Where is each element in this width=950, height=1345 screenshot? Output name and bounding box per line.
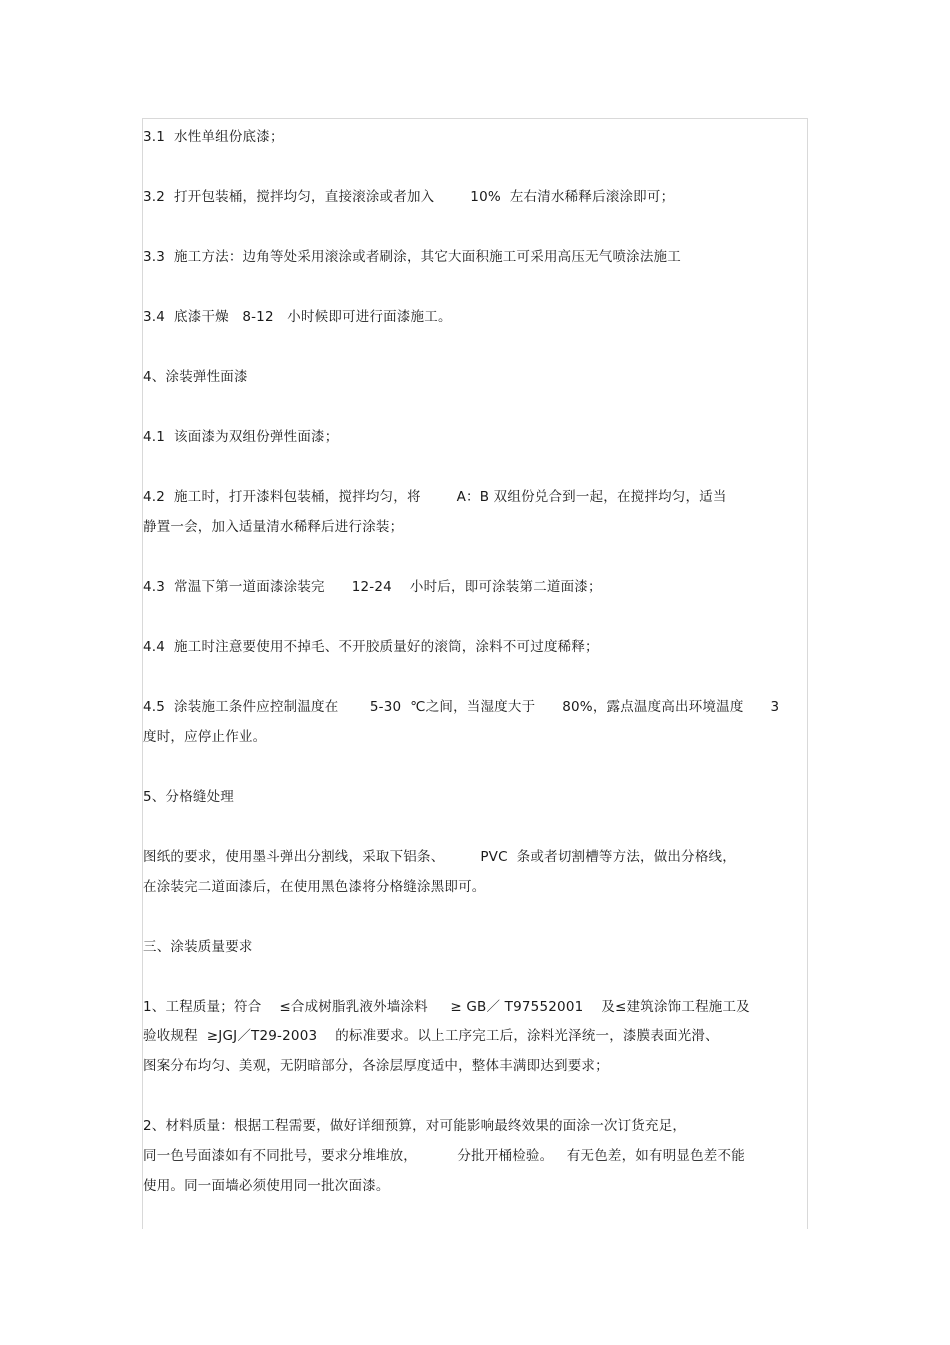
text-line-4-4: 4.4 施工时注意要使用不掉毛、不开胶质量好的滚筒，涂料不可过度稀释；	[143, 639, 599, 655]
text-line-4-3: 4.3 常温下第一道面漆涂装完 12-24 小时后，即可涂装第二道面漆；	[143, 579, 602, 595]
text-line-3-4: 3.4 底漆干燥 8-12 小时候即可进行面漆施工。	[143, 309, 452, 325]
text-line-3-1: 3.1 水性单组份底漆；	[143, 129, 284, 145]
text-line-q2-a: 2、材料质量：根据工程需要，做好详细预算，对可能影响最终效果的面涂一次订货充足，	[143, 1118, 687, 1134]
text-line-q2-b: 同一色号面漆如有不同批号，要求分堆堆放， 分批开桶检验。 有无色差，如有明显色差不能	[143, 1148, 745, 1164]
heading-4: 4、涂装弹性面漆	[143, 369, 248, 385]
text-line-q2-c: 使用。同一面墙必须使用同一批次面漆。	[143, 1178, 390, 1194]
text-line-4-2: 4.2 施工时，打开漆料包装桶，搅拌均匀，将 A：B 双组份兑合到一起，在搅拌均匀，适当	[143, 489, 727, 505]
text-line-4-5: 4.5 涂装施工条件应控制温度在 5-30 ℃之间，当湿度大于 80%，露点温度高出环境温度 3	[143, 699, 780, 715]
text-line-5-a: 图纸的要求，使用墨斗弹出分割线，采取下铝条、 PVC 条或者切割槽等方法，做出分格线，	[143, 849, 736, 865]
text-line-q1-b: 验收规程 ≥JGJ／T29-2003 的标准要求。以上工序完工后，涂料光泽统一，漆膜表面光滑、	[143, 1028, 719, 1044]
text-line-q1-a: 1、工程质量；符合 ≤合成树脂乳液外墙涂料 ≥ GB／ T97552001 及≤建筑涂饰工程施工及	[143, 999, 750, 1015]
text-line-4-1: 4.1 该面漆为双组份弹性面漆；	[143, 429, 339, 445]
heading-section-3: 三、涂装质量要求	[143, 939, 253, 955]
heading-5: 5、分格缝处理	[143, 789, 234, 805]
text-line-q1-c: 图案分布均匀、美观，无阴暗部分，各涂层厚度适中，整体丰满即达到要求；	[143, 1058, 609, 1074]
text-line-5-b: 在涂装完二道面漆后，在使用黑色漆将分格缝涂黑即可。	[143, 879, 486, 895]
text-line-3-3: 3.3 施工方法：边角等处采用滚涂或者刷涂，其它大面积施工可采用高压无气喷涂法施工	[143, 249, 681, 265]
text-line-4-5-cont: 度时，应停止作业。	[143, 729, 267, 745]
text-line-3-2: 3.2 打开包装桶，搅拌均匀，直接滚涂或者加入 10% 左右清水稀释后滚涂即可；	[143, 189, 675, 205]
text-line-4-2-cont: 静置一会，加入适量清水稀释后进行涂装；	[143, 519, 404, 535]
